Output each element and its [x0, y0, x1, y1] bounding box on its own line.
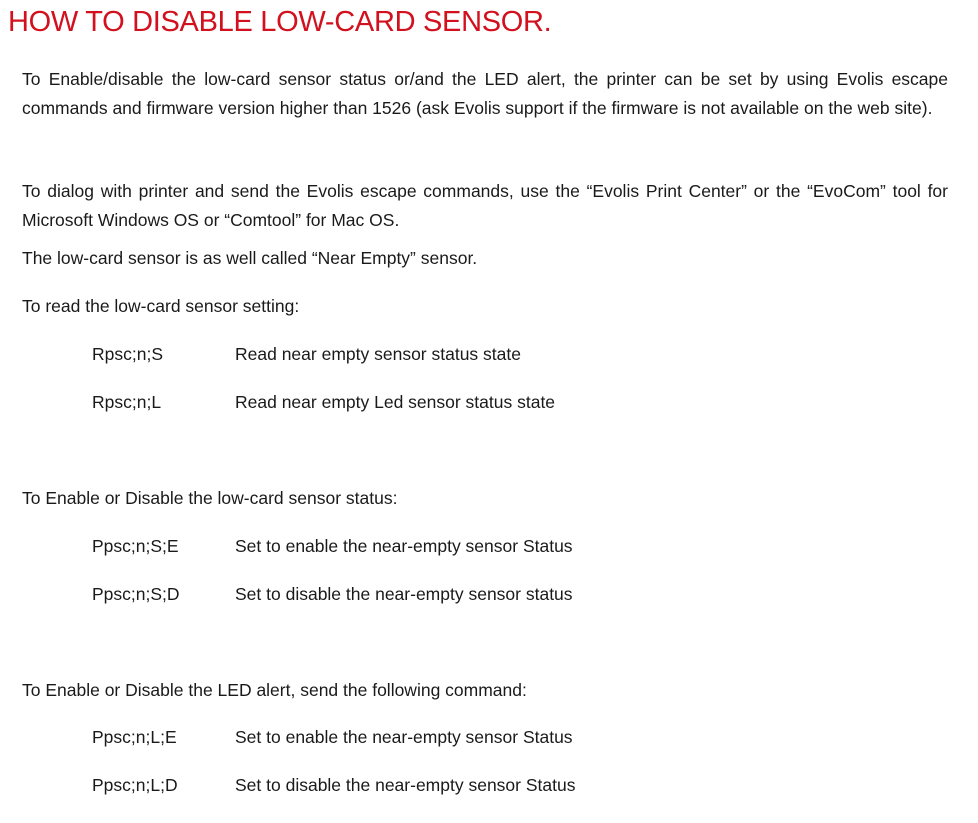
- page-title: HOW TO DISABLE LOW-CARD SENSOR.: [8, 6, 552, 38]
- command-description: Set to disable the near-empty sensor status: [235, 584, 573, 604]
- read-section-heading: To read the low-card sensor setting:: [22, 296, 300, 316]
- command-description: Read near empty sensor status state: [235, 344, 521, 364]
- command-description: Read near empty Led sensor status state: [235, 392, 556, 412]
- tools-paragraph: To dialog with printer and send the Evolis escape commands, use the “Evolis Print Center” or the “EvoCom” tool for Microsoft Windows OS or “Comtool” for Mac OS.: [22, 181, 948, 230]
- command-code: Ppsc;n;L;E: [92, 727, 177, 747]
- command-code: Ppsc;n;S;E: [92, 536, 179, 556]
- command-code: Rpsc;n;L: [92, 392, 162, 412]
- status-section-heading: To Enable or Disable the low-card sensor status:: [22, 488, 398, 508]
- command-description: Set to disable the near-empty sensor Status: [235, 775, 576, 795]
- led-section-heading: To Enable or Disable the LED alert, send the following command:: [22, 680, 527, 700]
- command-code: Ppsc;n;L;D: [92, 775, 178, 795]
- command-description: Set to enable the near-empty sensor Status: [235, 536, 573, 556]
- alias-paragraph: The low-card sensor is as well called “Near Empty” sensor.: [22, 248, 478, 268]
- intro-paragraph: To Enable/disable the low-card sensor status or/and the LED alert, the printer can be set by using Evolis escape commands and firmware version higher than 1526 (ask Evolis support if the firmware is not available on the web site).: [22, 69, 948, 118]
- command-description: Set to enable the near-empty sensor Status: [235, 727, 573, 747]
- command-code: Ppsc;n;S;D: [92, 584, 180, 604]
- command-code: Rpsc;n;S: [92, 344, 163, 364]
